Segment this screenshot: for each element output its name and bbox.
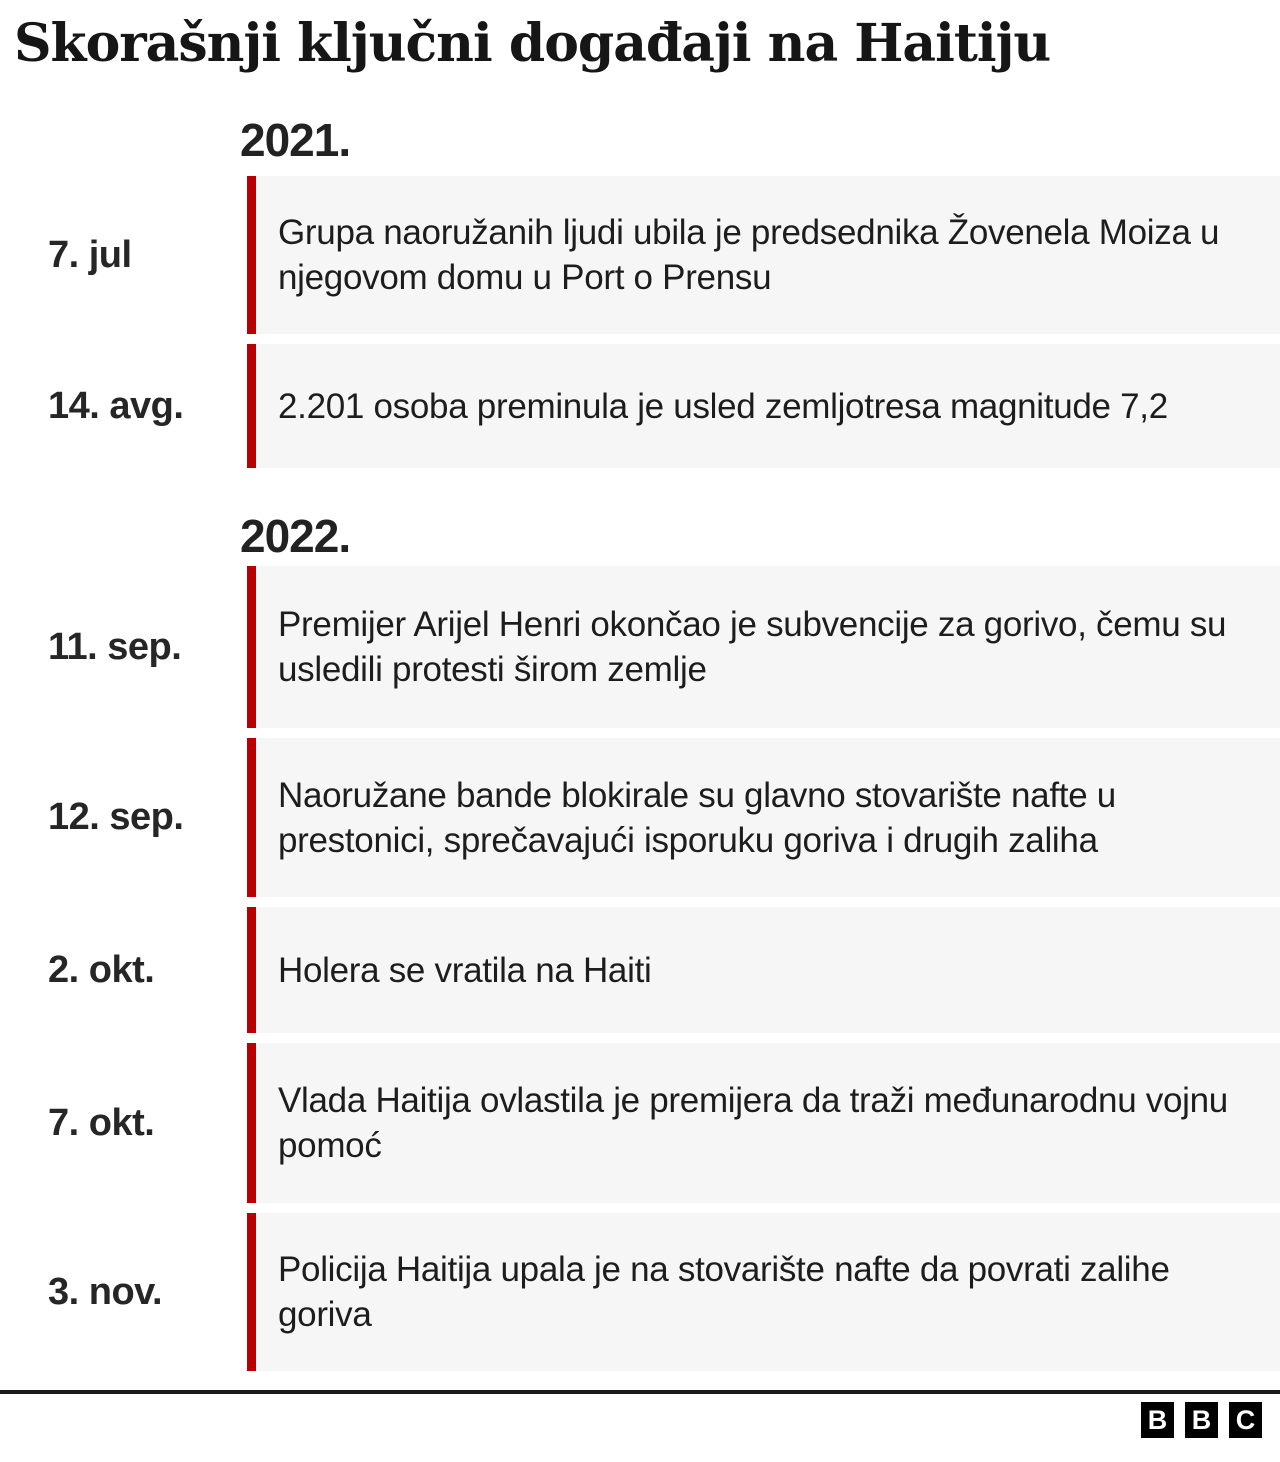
event-date: 3. nov.: [48, 1270, 163, 1313]
event-description-box: [256, 907, 1280, 1033]
event-description-box: [256, 176, 1280, 334]
event-accent-bar: [247, 738, 256, 897]
event-text: Premijer Arijel Henri okončao je subvencije za gorivo, čemu su usledili protesti širom zemlje: [278, 605, 1227, 689]
event-accent-bar: [247, 1213, 256, 1371]
timeline-event-row: [0, 738, 1280, 897]
year-header-2022: 2022.: [240, 510, 351, 562]
timeline-event-row: [0, 1043, 1280, 1203]
page-title: Skorašnji ključni događaji na Haitiju: [14, 13, 1051, 74]
event-accent-bar: [247, 176, 256, 334]
event-date: 2. okt.: [48, 948, 155, 991]
event-text: Naoružane bande blokirale su glavno stovarište nafte u prestonici, sprečavajući isporuku goriva i drugih zaliha: [278, 775, 1116, 860]
footer-divider: [0, 1390, 1280, 1394]
timeline-event-row: [0, 344, 1280, 468]
event-text: Grupa naoružanih ljudi ubila je predsednika Žovenela Moiza u njegovom domu u Port o Prensu: [278, 213, 1220, 297]
event-description-box: [256, 344, 1280, 468]
event-date: 12. sep.: [48, 796, 184, 838]
event-date: 7. jul: [48, 233, 132, 276]
event-date: 11. sep.: [48, 625, 182, 668]
bbc-logo: [0, 1402, 1262, 1438]
event-text: Holera se vratila na Haiti: [278, 950, 652, 990]
event-description-box: [256, 738, 1280, 897]
timeline-event-row: [0, 566, 1280, 728]
event-description-box: [256, 1043, 1280, 1203]
event-accent-bar: [247, 1043, 256, 1203]
timeline-event-row: [0, 1213, 1280, 1371]
event-accent-bar: [247, 907, 256, 1033]
event-accent-bar: [247, 344, 256, 468]
event-date: 7. okt.: [48, 1101, 155, 1144]
bbc-logo-block-c: C: [1229, 1402, 1262, 1438]
event-text: Policija Haitija upala je na stovarište nafte da povrati zalihe goriva: [278, 1250, 1170, 1334]
timeline-event-row: [0, 907, 1280, 1033]
event-text: Vlada Haitija ovlastila je premijera da traži međunarodnu vojnu pomoć: [278, 1081, 1228, 1165]
bbc-logo-block-b2: B: [1185, 1402, 1218, 1438]
event-date: 14. avg.: [48, 384, 184, 427]
event-description-box: [256, 566, 1280, 728]
year-header-2021: 2021.: [240, 114, 351, 166]
bbc-logo-block-b1: B: [1141, 1402, 1174, 1438]
event-accent-bar: [247, 566, 256, 728]
haiti-timeline-infographic: [0, 12, 1280, 1462]
timeline-event-row: [0, 176, 1280, 334]
event-description-box: [256, 1213, 1280, 1371]
event-text: 2.201 osoba preminula je usled zemljotresa magnitude 7,2: [278, 386, 1168, 426]
